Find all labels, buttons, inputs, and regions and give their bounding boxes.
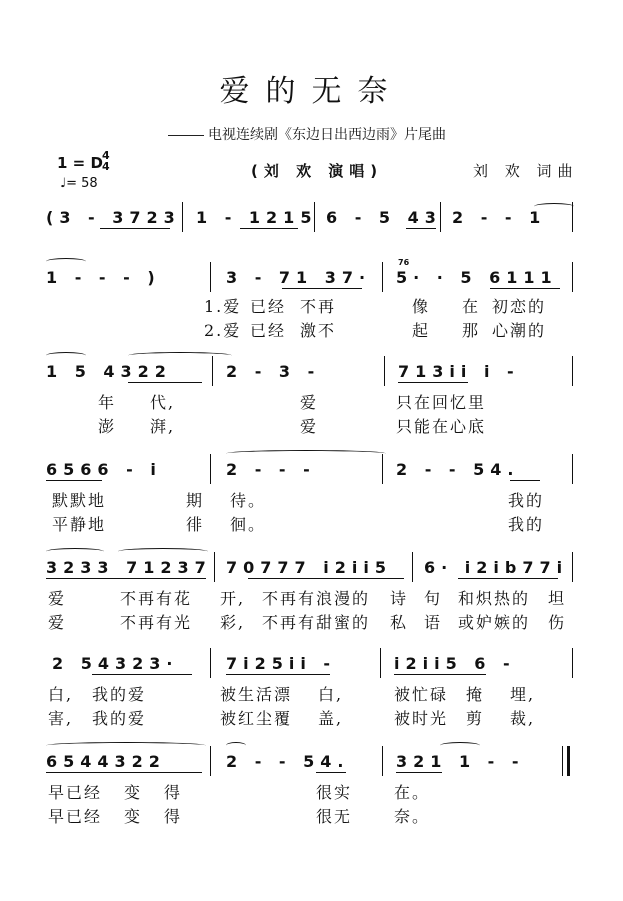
slur [46, 548, 104, 555]
beam-underline [282, 288, 362, 289]
lyric-v1: 1.爱 [204, 297, 242, 316]
subtitle [168, 124, 446, 144]
lyric-v1: 爱 [300, 393, 319, 412]
tempo-marking: ♩= 58 [60, 176, 98, 191]
system-5-measure-3: 6· i2ib77i [424, 558, 569, 577]
system-3-measure-2: 2 - 3 - [226, 362, 321, 381]
barline [380, 648, 381, 678]
lyric-v2: 我的爱 [92, 709, 147, 728]
lyric-v1: 白, [318, 685, 344, 704]
lyric-v1: 不再 [300, 297, 337, 316]
lyric-v2: 不再有甜蜜的 [262, 613, 371, 632]
grace-notes: 76 [398, 258, 410, 267]
lyric-v2: 盖, [318, 709, 344, 728]
lyric-v2: 激不 [300, 321, 337, 340]
beam-underline [490, 288, 560, 289]
system-1-measure-1: (3 - 3723 [46, 208, 181, 227]
subtitle-text: 电视连续剧《东边日出西边雨》片尾曲 [208, 127, 446, 143]
composer-credit: 刘 欢 词曲 [473, 162, 579, 180]
lyric-v1: 不再有花 [120, 589, 193, 608]
system-3-measure-3: 713ii i - [398, 362, 520, 381]
barline [382, 262, 383, 292]
lyric-v1: 期 [186, 491, 205, 510]
lyric-v2: 我的 [508, 515, 545, 534]
lyric-v1: 白, [48, 685, 74, 704]
system-2-measure-1: 1 - - - ) [46, 268, 161, 287]
barline [412, 552, 413, 582]
barline [440, 202, 441, 232]
lyric-v1: 初恋的 [492, 297, 547, 316]
lyric-v1: 在。 [394, 783, 431, 802]
lyric-v2: 语 [424, 613, 443, 632]
lyric-v1: 爱 [48, 589, 67, 608]
beam-underline [46, 480, 102, 481]
lyric-v2: 彩, [220, 613, 246, 632]
system-7-measure-3: 321 1 - - [396, 752, 525, 771]
beam-underline [458, 578, 558, 579]
subtitle-dash [168, 135, 204, 136]
lyric-v1: 早已经 [48, 783, 103, 802]
barline [384, 356, 385, 386]
lyric-v2: 那 [462, 321, 481, 340]
lyric-v2: 爱 [48, 613, 67, 632]
lyric-v2: 裁, [510, 709, 536, 728]
final-barline-thick [567, 746, 570, 776]
tie [534, 203, 574, 210]
system-1-measure-4: 2 - - 1 [452, 208, 547, 227]
beam-underline [396, 772, 442, 773]
system-6-measure-2: 7i25ii - [226, 654, 337, 673]
lyric-v1: 句 [424, 589, 443, 608]
lyric-v2: 早已经 [48, 807, 103, 826]
system-2-measure-3: 5· · 5 6111 [396, 268, 558, 287]
barline [572, 356, 573, 386]
beam-underline [398, 382, 468, 383]
system-5-measure-1: 3233 71237 [46, 558, 212, 577]
system-6-measure-3: i2ii5 6 - [394, 654, 516, 673]
tie [226, 450, 386, 457]
lyric-v1: 年 [98, 393, 117, 412]
lyric-v2: 心潮的 [492, 321, 547, 340]
barline [572, 552, 573, 582]
beam-underline [92, 674, 192, 675]
lyric-v2: 已经 [250, 321, 287, 340]
lyric-v1: 在 [462, 297, 481, 316]
lyric-v1: 不再有浪漫的 [262, 589, 371, 608]
system-1-measure-2: 1 - 1215 [196, 208, 318, 227]
lyric-v2: 起 [412, 321, 431, 340]
tie [440, 742, 480, 749]
beam-underline [46, 578, 206, 579]
meter-top: 4 [102, 149, 110, 162]
barline [382, 454, 383, 484]
lyric-v2: 很无 [316, 807, 353, 826]
tie [226, 742, 246, 749]
barline [210, 262, 211, 292]
beam-underline [226, 674, 330, 675]
barline [210, 454, 211, 484]
system-7-measure-1: 6544322 [46, 752, 166, 771]
barline [210, 746, 211, 776]
lyric-v1: 坦 [548, 589, 567, 608]
lyric-v2: 被红尘覆 [220, 709, 293, 728]
beam-underline [100, 228, 170, 229]
lyric-v1: 像 [412, 297, 431, 316]
lyric-v2: 湃, [150, 417, 176, 436]
lyric-v1: 我的爱 [92, 685, 147, 704]
lyric-v2: 奈。 [394, 807, 431, 826]
slur [46, 742, 206, 749]
beam-underline [128, 382, 202, 383]
lyric-v1: 只在回忆里 [396, 393, 487, 412]
lyric-v2: 伤 [548, 613, 567, 632]
lyric-v1: 我的 [508, 491, 545, 510]
slur [128, 352, 232, 359]
beam-underline [46, 772, 202, 773]
lyric-v2: 不再有光 [120, 613, 193, 632]
barline [182, 202, 183, 232]
tie [46, 352, 86, 359]
lyric-v2: 害, [48, 709, 74, 728]
lyric-v1: 很实 [316, 783, 353, 802]
system-6-measure-1: 2 54323· [52, 654, 179, 673]
system-1-measure-3: 6 - 5 43 [326, 208, 442, 227]
beam-underline [406, 228, 436, 229]
slur [118, 548, 208, 555]
system-4-measure-3: 2 - - 54. [396, 460, 520, 479]
lyric-v2: 剪 [466, 709, 485, 728]
tie [46, 258, 86, 265]
beam-underline [316, 772, 346, 773]
barline [212, 356, 213, 386]
lyric-v2: 澎 [98, 417, 117, 436]
meter-bottom: 4 [102, 160, 110, 173]
lyric-v2: 得 [164, 807, 183, 826]
barline [314, 202, 315, 232]
lyric-v1: 默默地 [52, 491, 107, 510]
system-4-measure-2: 2 - - - [226, 460, 316, 479]
lyric-v1: 代, [150, 393, 176, 412]
barline [572, 262, 573, 292]
song-title: 爱的无奈 [219, 74, 404, 109]
lyric-v1: 开, [220, 589, 246, 608]
lyric-v1: 埋, [510, 685, 536, 704]
system-7-measure-2: 2 - - 54. [226, 752, 350, 771]
system-2-measure-2: 3 - 71 37· [226, 268, 372, 287]
lyric-v1: 得 [164, 783, 183, 802]
barline [214, 552, 215, 582]
lyric-v2: 只能在心底 [396, 417, 487, 436]
lyric-v1: 待。 [230, 491, 267, 510]
lyric-v1: 变 [124, 783, 143, 802]
barline [210, 648, 211, 678]
lyric-v2: 或妒嫉的 [458, 613, 531, 632]
barline [382, 746, 383, 776]
lyric-v2: 徘 [186, 515, 205, 534]
lyric-v2: 被时光 [394, 709, 449, 728]
system-3-measure-1: 1 5 4322 [46, 362, 172, 381]
barline [572, 648, 573, 678]
beam-underline [240, 228, 298, 229]
final-barline-thin [562, 746, 563, 776]
lyric-v2: 2.爱 [204, 321, 242, 340]
lyric-v2: 爱 [300, 417, 319, 436]
beam-underline [248, 578, 404, 579]
lyric-v1: 被生活漂 [220, 685, 293, 704]
lyric-v2: 徊。 [230, 515, 267, 534]
singer-credit: (刘 欢 演唱) [251, 162, 384, 180]
beam-underline [510, 480, 540, 481]
lyric-v2: 变 [124, 807, 143, 826]
lyric-v1: 被忙碌 [394, 685, 449, 704]
beam-underline [394, 674, 486, 675]
key-signature: 1 = D [57, 154, 103, 172]
lyric-v1: 和炽热的 [458, 589, 531, 608]
lyric-v1: 已经 [250, 297, 287, 316]
lyric-v1: 诗 [390, 589, 409, 608]
lyric-v2: 私 [390, 613, 409, 632]
barline [572, 454, 573, 484]
lyric-v1: 掩 [466, 685, 485, 704]
system-5-measure-2: 70777 i2ii5 [226, 558, 392, 577]
system-4-measure-1: 6566 - i [46, 460, 162, 479]
lyric-v2: 平静地 [52, 515, 107, 534]
time-signature [102, 150, 110, 172]
